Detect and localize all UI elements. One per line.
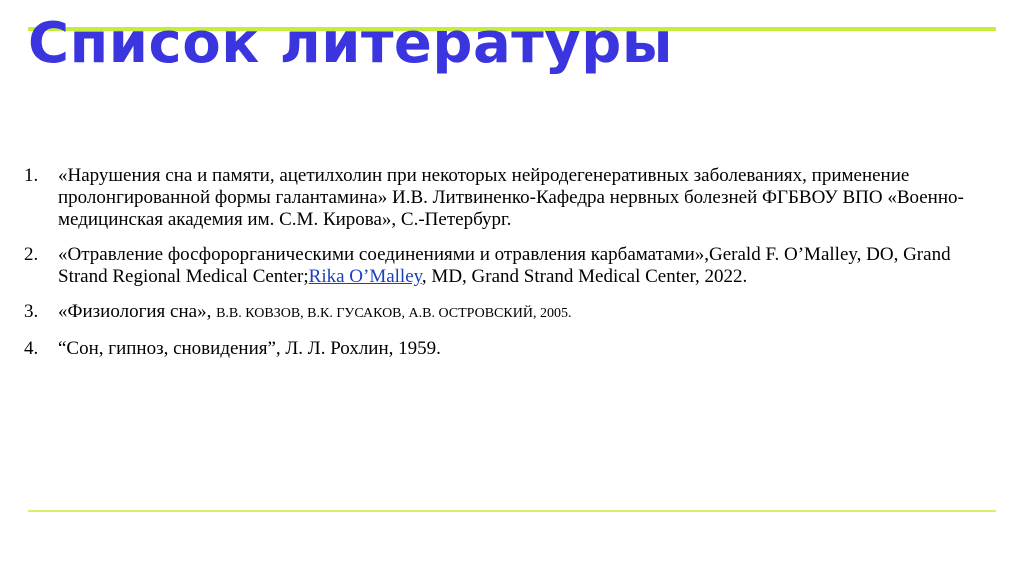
author-link[interactable]: Rika O’Malley — [308, 266, 422, 287]
reference-text: «Нарушения сна и памяти, ацетилхолин при некоторых нейродегенеративных заболеваниях, применение пролонгированной формы галантамина» И.В. Литвиненко-Кафедра нервных болезней ФГБВОУ ВПО «Военно-медицинская академия им. С.М. Кирова», С.-Петербург. — [58, 165, 964, 230]
reference-number: 2. — [24, 244, 39, 265]
reference-text: “Сон, гипноз, сновидения”, Л. Л. Рохлин, 1959. — [58, 338, 441, 359]
reference-item-4 — [24, 338, 999, 360]
reference-list — [24, 165, 999, 373]
reference-number: 3. — [24, 301, 39, 322]
reference-text-end: , MD, Grand Strand Medical Center, 2022. — [421, 266, 748, 287]
reference-number: 4. — [24, 338, 39, 359]
slide-title: Список литературы — [28, 11, 673, 76]
reference-text: «Физиология сна», — [58, 301, 217, 322]
reference-item-1 — [24, 165, 999, 231]
reference-text: «Отравление фосфорорганическими соединениями и отравления карбаматами»,Gerald F. O’Malley, DO, Grand Strand Regional Medical Center; — [58, 244, 951, 287]
reference-item-3 — [24, 301, 999, 325]
reference-authors: В.В. КОВЗОВ, В.К. ГУСАКОВ, А.В. ОСТРОВСКИЙ, 2005. — [216, 306, 572, 321]
reference-item-2 — [24, 244, 999, 288]
bottom-accent-line — [28, 510, 996, 512]
reference-number: 1. — [24, 165, 39, 186]
